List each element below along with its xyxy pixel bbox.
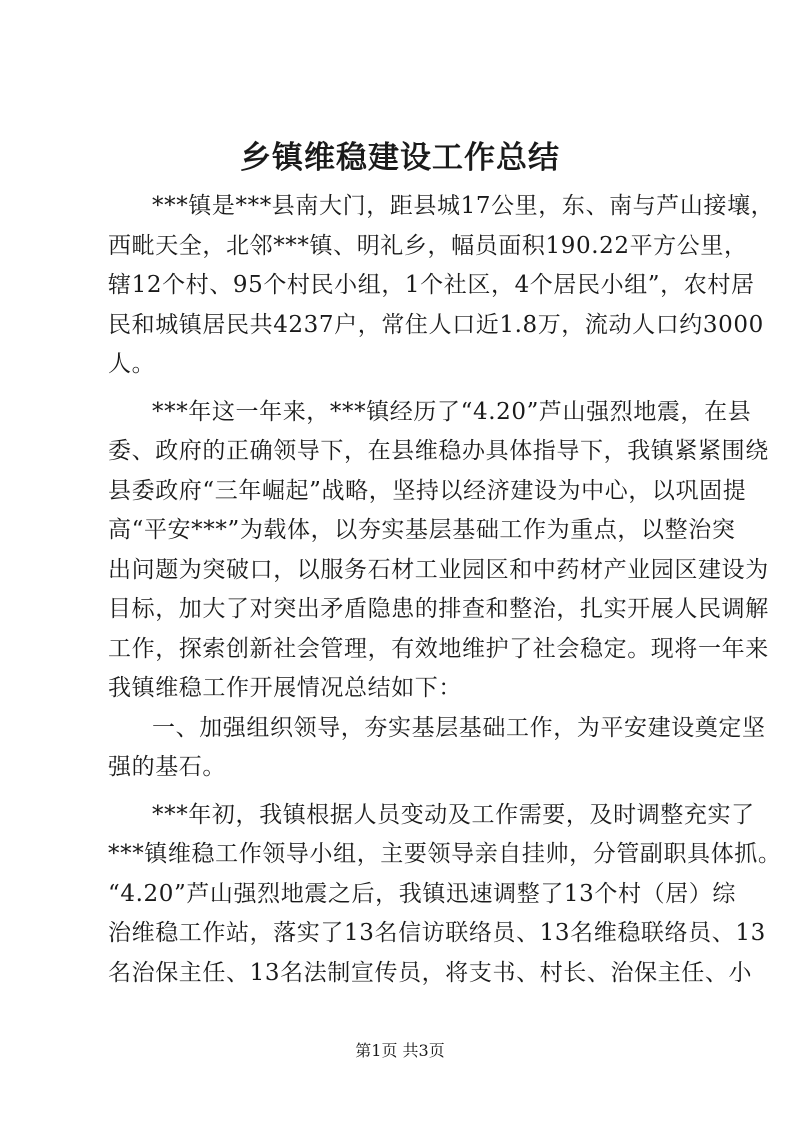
body-line: 高“平安***”为载体，以夯实基层基础工作为重点，以整治突 — [108, 517, 736, 543]
body-line: 西毗天全，北邻***镇、明礼乡，幅员面积190.22平方公里， — [108, 232, 748, 259]
body-line: ***镇维稳工作领导小组，主要领导亲自挂帅，分管副职具体抓。 — [108, 841, 782, 867]
body-line: 人。 — [108, 351, 156, 377]
document-title: 乡镇维稳建设工作总结 — [240, 140, 560, 176]
body-line: 名治保主任、13名法制宣传员，将支书、村长、治保主任、小 — [108, 959, 753, 986]
body-line: 辖12个村、95个村民小组，1个社区，4个居民小组”，农村居 — [108, 272, 755, 298]
body-line: 委、政府的正确领导下，在县维稳办具体指导下，我镇紧紧围绕 — [108, 438, 769, 464]
body-line: “4.20”芦山强烈地震之后，我镇迅速调整了13个村（居）综 — [108, 880, 736, 907]
body-line: 县委政府“三年崛起”战略，坚持以经济建设为中心，以巩固提 — [108, 477, 747, 504]
page-number-footer: 第1页 共3页 — [355, 1041, 445, 1060]
body-line: ***镇是***县南大门，距县城17公里，东、南与芦山接壤， — [152, 193, 775, 219]
body-line: 治维稳工作站，落实了13名信访联络员、13名维稳联络员、13 — [108, 920, 766, 946]
body-line: 工作，探索创新社会管理，有效地维护了社会稳定。现将一年来 — [108, 635, 769, 662]
document-body — [108, 187, 782, 993]
body-line: ***年这一年来，***镇经历了“4.20”芦山强烈地震，在县 — [152, 398, 752, 425]
body-line: 民和城镇居民共4237户，常住人口近1.8万，流动人口约3000 — [108, 311, 764, 338]
body-line: 出问题为突破口，以服务石材工业园区和中药材产业园区建设为 — [108, 556, 769, 583]
section-heading-line: 一、加强组织领导，夯实基层基础工作，为平安建设奠定坚 — [152, 714, 766, 741]
body-line: 目标，加大了对突出矛盾隐患的排查和整治，扎实开展人民调解 — [108, 596, 769, 622]
body-line: 我镇维稳工作开展情况总结如下： — [108, 675, 462, 701]
body-line: ***年初，我镇根据人员变动及工作需要，及时调整充实了 — [152, 801, 755, 828]
section-heading-line: 强的基石。 — [108, 754, 226, 780]
